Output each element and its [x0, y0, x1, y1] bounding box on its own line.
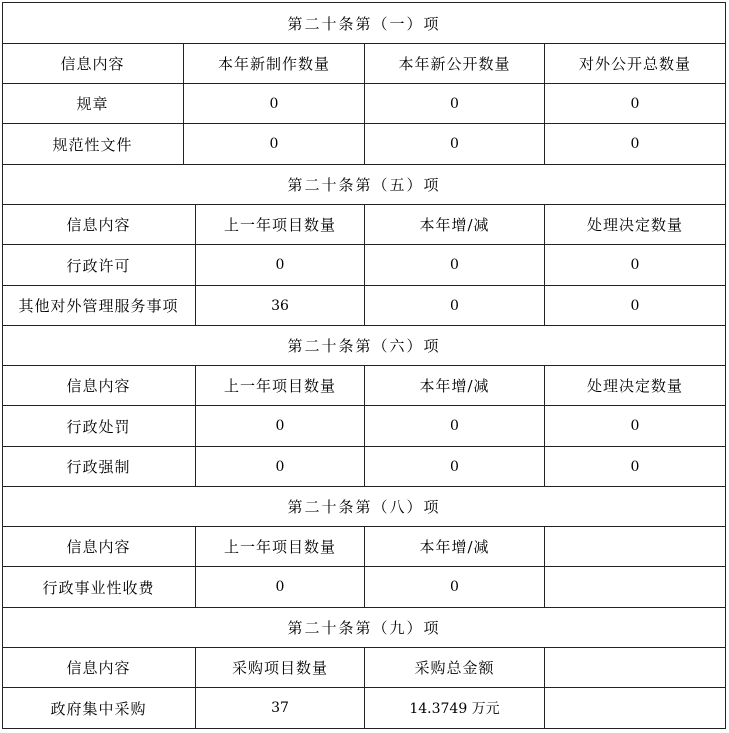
- row-label: 行政事业性收费: [42, 578, 155, 597]
- table-cell: 0: [269, 95, 279, 112]
- table-cell: 0: [450, 418, 459, 434]
- row-label: 政府集中采购: [50, 699, 147, 718]
- row-label: 其他对外管理服务事项: [18, 297, 179, 315]
- row-label: 行政许可: [66, 256, 131, 275]
- column-header: 采购项目数量: [231, 659, 328, 677]
- column-header: 信息内容: [66, 538, 131, 556]
- column-header: 上一年项目数量: [223, 538, 336, 556]
- table-cell: 0: [275, 458, 285, 475]
- row-label: 规范性文件: [52, 135, 133, 154]
- column-header: [545, 527, 725, 566]
- column-header: 处理决定数量: [586, 377, 683, 395]
- column-header: [545, 648, 725, 687]
- table-cell: 0: [269, 136, 279, 152]
- rule: [2, 728, 726, 729]
- column-header: 本年增/减: [419, 377, 490, 395]
- table-cell: 0: [630, 136, 640, 152]
- table-cell: 0: [630, 418, 640, 434]
- table-cell: 0: [450, 136, 459, 152]
- column-header: 上一年项目数量: [223, 216, 336, 234]
- section-title: 第二十条第（一）项: [287, 14, 441, 33]
- column-header: 本年增/减: [419, 538, 490, 556]
- column-header: 本年新制作数量: [217, 55, 330, 73]
- column-header: 信息内容: [66, 659, 131, 677]
- table-cell: 0: [630, 297, 640, 314]
- section-title: 第二十条第（六）项: [287, 337, 441, 355]
- column-header: 采购总金额: [414, 659, 495, 677]
- column-header: 对外公开总数量: [578, 55, 691, 73]
- column-header: 信息内容: [60, 55, 125, 73]
- column-header: 处理决定数量: [586, 216, 683, 234]
- row-label: 行政强制: [66, 458, 131, 476]
- section-title: 第二十条第（九）项: [287, 619, 441, 637]
- table-cell: 0: [450, 458, 459, 475]
- table-cell: [545, 567, 725, 607]
- row-label: 规章: [76, 95, 109, 113]
- table-cell: 0: [450, 257, 459, 273]
- table-cell: 0: [450, 297, 459, 314]
- table-cell: 0: [630, 458, 640, 475]
- table-cell: 0: [275, 418, 285, 434]
- table-cell: 0: [450, 95, 459, 112]
- row-label: 行政处罚: [66, 417, 131, 436]
- section-title: 第二十条第（八）项: [287, 498, 441, 516]
- column-header: 信息内容: [66, 216, 131, 234]
- column-header: 上一年项目数量: [223, 377, 336, 395]
- table-cell: [545, 688, 725, 728]
- section-title: 第二十条第（五）项: [287, 176, 441, 194]
- column-header: 本年增/减: [419, 216, 490, 234]
- table-cell: 0: [275, 257, 285, 273]
- table-cell: 0: [630, 257, 640, 273]
- table-cell: 0: [630, 95, 640, 112]
- column-header: 信息内容: [66, 377, 131, 395]
- table-cell: 0: [450, 579, 459, 595]
- table-cell: 36: [271, 297, 289, 314]
- table-cell: 37: [271, 700, 289, 716]
- table-cell: 0: [275, 579, 285, 595]
- table-cell: 14.3749 万元: [409, 701, 500, 717]
- column-header: 本年新公开数量: [398, 55, 511, 73]
